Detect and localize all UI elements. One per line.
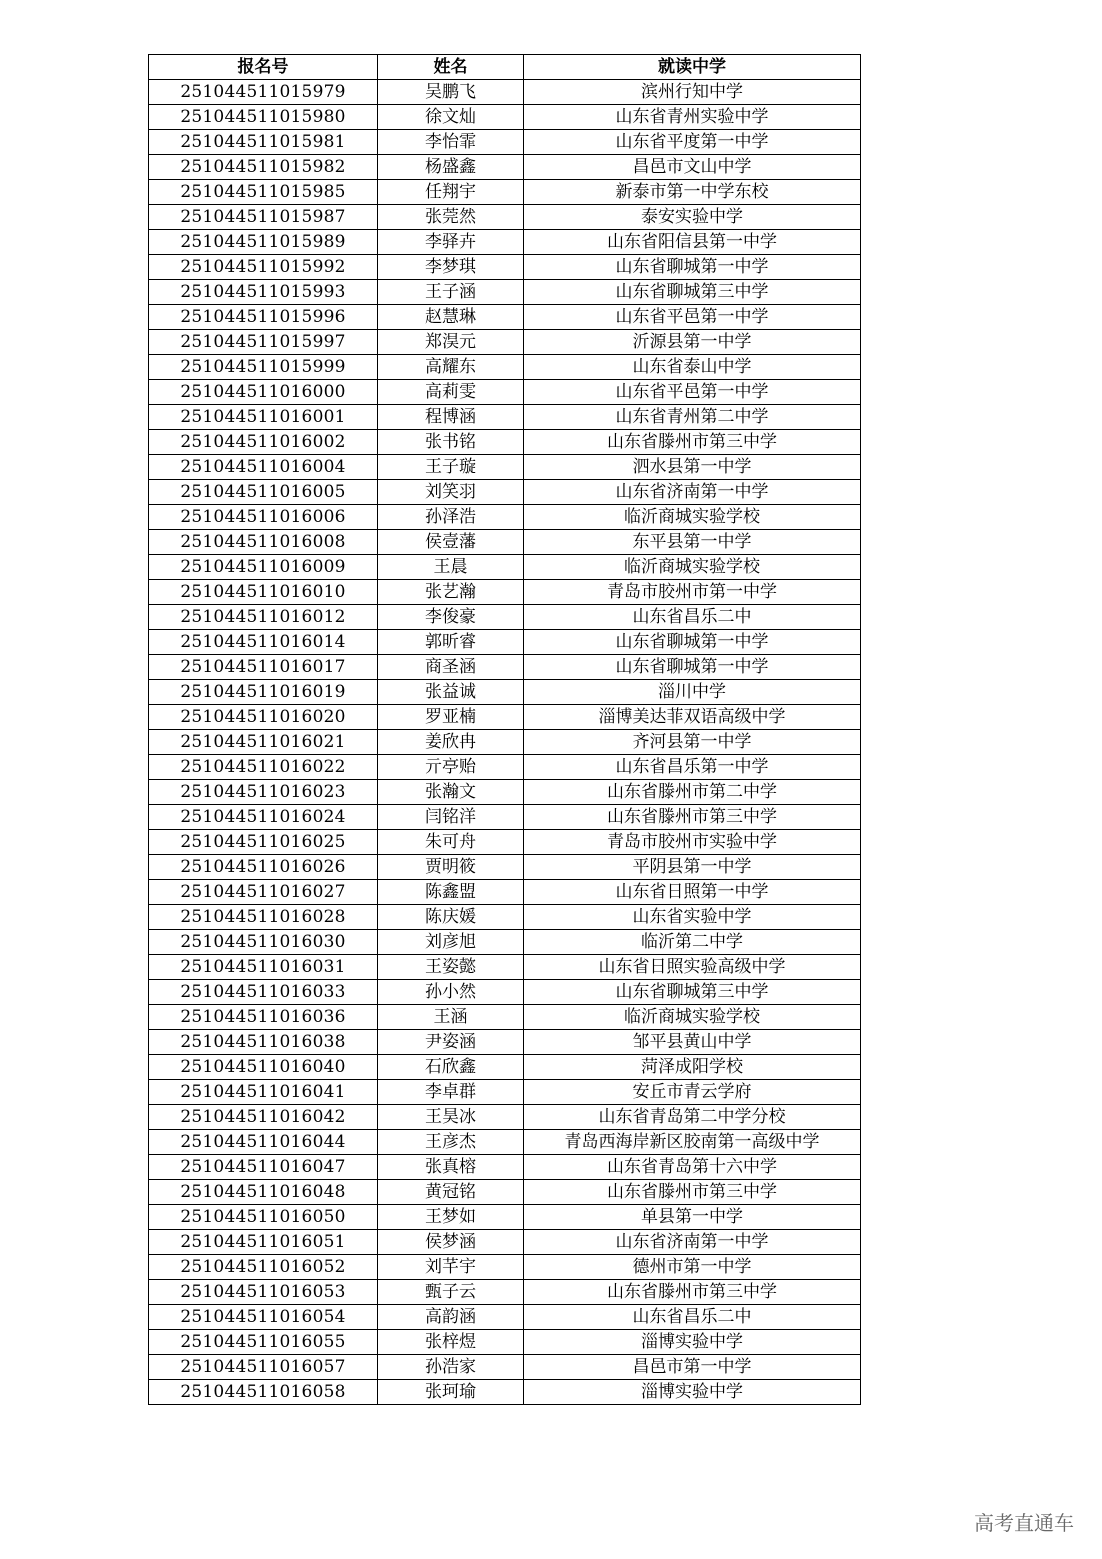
student-name-cell: 李梦琪 xyxy=(378,255,524,280)
table-row xyxy=(149,1280,861,1305)
table-row xyxy=(149,430,861,455)
student-name-cell: 孙泽浩 xyxy=(378,505,524,530)
student-name-cell: 李俊豪 xyxy=(378,605,524,630)
student-name-cell: 张艺瀚 xyxy=(378,580,524,605)
registration-number-cell: 251044511016005 xyxy=(149,480,378,505)
registration-number-cell: 251044511016004 xyxy=(149,455,378,480)
registration-number-cell: 251044511015980 xyxy=(149,105,378,130)
student-name-cell: 王子涵 xyxy=(378,280,524,305)
school-cell: 山东省青州实验中学 xyxy=(524,105,861,130)
student-name-cell: 杨盛鑫 xyxy=(378,155,524,180)
table-row xyxy=(149,480,861,505)
registration-number-cell: 251044511015982 xyxy=(149,155,378,180)
registration-number-cell: 251044511016042 xyxy=(149,1105,378,1130)
student-name-cell: 罗亚楠 xyxy=(378,705,524,730)
table-row xyxy=(149,280,861,305)
school-cell: 东平县第一中学 xyxy=(524,530,861,555)
registration-number-cell: 251044511016010 xyxy=(149,580,378,605)
student-name-cell: 王梦如 xyxy=(378,1205,524,1230)
registration-number-cell: 251044511016022 xyxy=(149,755,378,780)
registration-number-cell: 251044511016009 xyxy=(149,555,378,580)
student-name-cell: 黄冠铭 xyxy=(378,1180,524,1205)
table-row xyxy=(149,1030,861,1055)
school-cell: 山东省聊城第一中学 xyxy=(524,255,861,280)
student-name-cell: 王姿懿 xyxy=(378,955,524,980)
table-row xyxy=(149,955,861,980)
table-row xyxy=(149,555,861,580)
table-row xyxy=(149,80,861,105)
table-row xyxy=(149,1380,861,1405)
student-name-cell: 刘芊宇 xyxy=(378,1255,524,1280)
student-name-cell: 高耀东 xyxy=(378,355,524,380)
registration-number-cell: 251044511016055 xyxy=(149,1330,378,1355)
registration-number-cell: 251044511016031 xyxy=(149,955,378,980)
table-row xyxy=(149,580,861,605)
student-name-cell: 张益诚 xyxy=(378,680,524,705)
registration-number-cell: 251044511016017 xyxy=(149,655,378,680)
school-cell: 山东省阳信县第一中学 xyxy=(524,230,861,255)
table-row xyxy=(149,1255,861,1280)
school-cell: 山东省日照实验高级中学 xyxy=(524,955,861,980)
student-name-cell: 陈鑫盟 xyxy=(378,880,524,905)
registration-number-cell: 251044511015999 xyxy=(149,355,378,380)
school-cell: 临沂商城实验学校 xyxy=(524,1005,861,1030)
table-row xyxy=(149,1080,861,1105)
table-row xyxy=(149,330,861,355)
registration-number-cell: 251044511016051 xyxy=(149,1230,378,1255)
registration-number-cell: 251044511016052 xyxy=(149,1255,378,1280)
registration-number-cell: 251044511016033 xyxy=(149,980,378,1005)
student-name-cell: 王晨 xyxy=(378,555,524,580)
table-row xyxy=(149,1055,861,1080)
registration-number-cell: 251044511016041 xyxy=(149,1080,378,1105)
registration-number-cell: 251044511016012 xyxy=(149,605,378,630)
school-cell: 山东省平邑第一中学 xyxy=(524,305,861,330)
school-cell: 淄川中学 xyxy=(524,680,861,705)
school-cell: 山东省滕州市第二中学 xyxy=(524,780,861,805)
table-row xyxy=(149,1330,861,1355)
school-cell: 山东省滕州市第三中学 xyxy=(524,1180,861,1205)
school-cell: 山东省昌乐二中 xyxy=(524,605,861,630)
table-row xyxy=(149,730,861,755)
school-cell: 青岛市胶州市第一中学 xyxy=(524,580,861,605)
school-cell: 昌邑市文山中学 xyxy=(524,155,861,180)
student-name-cell: 张真榕 xyxy=(378,1155,524,1180)
table-row xyxy=(149,1205,861,1230)
registration-number-cell: 251044511015985 xyxy=(149,180,378,205)
table-row xyxy=(149,755,861,780)
school-cell: 菏泽成阳学校 xyxy=(524,1055,861,1080)
table-body xyxy=(149,80,861,1405)
student-name-cell: 赵慧琳 xyxy=(378,305,524,330)
registration-number-cell: 251044511016001 xyxy=(149,405,378,430)
student-name-cell: 李怡霏 xyxy=(378,130,524,155)
registration-number-cell: 251044511016057 xyxy=(149,1355,378,1380)
school-cell: 山东省平度第一中学 xyxy=(524,130,861,155)
school-cell: 新泰市第一中学东校 xyxy=(524,180,861,205)
student-name-cell: 王彦杰 xyxy=(378,1130,524,1155)
registration-number-cell: 251044511016038 xyxy=(149,1030,378,1055)
watermark-text: 高考直通车 xyxy=(974,1511,1074,1535)
table-row xyxy=(149,155,861,180)
table-row xyxy=(149,780,861,805)
table-row xyxy=(149,130,861,155)
table-row xyxy=(149,630,861,655)
school-cell: 山东省日照第一中学 xyxy=(524,880,861,905)
school-cell: 山东省泰山中学 xyxy=(524,355,861,380)
school-cell: 山东省昌乐二中 xyxy=(524,1305,861,1330)
table-row xyxy=(149,680,861,705)
school-cell: 临沂商城实验学校 xyxy=(524,505,861,530)
registration-number-cell: 251044511016027 xyxy=(149,880,378,905)
table-row xyxy=(149,1180,861,1205)
school-cell: 山东省聊城第一中学 xyxy=(524,630,861,655)
registration-number-cell: 251044511015993 xyxy=(149,280,378,305)
registration-number-cell: 251044511016002 xyxy=(149,430,378,455)
table-row xyxy=(149,880,861,905)
student-name-cell: 孙浩家 xyxy=(378,1355,524,1380)
table-row xyxy=(149,805,861,830)
student-name-cell: 尹姿涵 xyxy=(378,1030,524,1055)
table-row xyxy=(149,1305,861,1330)
header-row xyxy=(149,55,861,80)
table-row xyxy=(149,1155,861,1180)
student-name-cell: 高韵涵 xyxy=(378,1305,524,1330)
registration-number-cell: 251044511016020 xyxy=(149,705,378,730)
student-name-cell: 闫铭洋 xyxy=(378,805,524,830)
student-name-cell: 郑淏元 xyxy=(378,330,524,355)
student-name-cell: 李卓群 xyxy=(378,1080,524,1105)
table-row xyxy=(149,205,861,230)
registration-number-cell: 251044511016000 xyxy=(149,380,378,405)
table-row xyxy=(149,505,861,530)
registration-number-cell: 251044511016024 xyxy=(149,805,378,830)
school-cell: 滨州行知中学 xyxy=(524,80,861,105)
registration-number-cell: 251044511016030 xyxy=(149,930,378,955)
registration-number-cell: 251044511016023 xyxy=(149,780,378,805)
table-row xyxy=(149,180,861,205)
student-name-cell: 甄子云 xyxy=(378,1280,524,1305)
registration-number-cell: 251044511016058 xyxy=(149,1380,378,1405)
student-name-cell: 王涵 xyxy=(378,1005,524,1030)
registration-number-cell: 251044511016021 xyxy=(149,730,378,755)
school-cell: 沂源县第一中学 xyxy=(524,330,861,355)
registration-number-cell: 251044511016014 xyxy=(149,630,378,655)
table-row xyxy=(149,830,861,855)
student-name-cell: 刘笑羽 xyxy=(378,480,524,505)
table-row xyxy=(149,455,861,480)
registration-number-cell: 251044511016047 xyxy=(149,1155,378,1180)
school-cell: 山东省实验中学 xyxy=(524,905,861,930)
table-row xyxy=(149,605,861,630)
student-name-cell: 高莉雯 xyxy=(378,380,524,405)
school-cell: 齐河县第一中学 xyxy=(524,730,861,755)
student-name-cell: 石欣鑫 xyxy=(378,1055,524,1080)
registration-number-cell: 251044511015996 xyxy=(149,305,378,330)
school-cell: 山东省青岛第十六中学 xyxy=(524,1155,861,1180)
registration-number-cell: 251044511015979 xyxy=(149,80,378,105)
student-name-cell: 张梓煜 xyxy=(378,1330,524,1355)
student-name-cell: 李驿卉 xyxy=(378,230,524,255)
school-cell: 德州市第一中学 xyxy=(524,1255,861,1280)
table-row xyxy=(149,405,861,430)
student-name-cell: 张瀚文 xyxy=(378,780,524,805)
school-cell: 山东省聊城第一中学 xyxy=(524,655,861,680)
table-row xyxy=(149,105,861,130)
school-cell: 临沂第二中学 xyxy=(524,930,861,955)
registration-number-cell: 251044511015987 xyxy=(149,205,378,230)
table-header xyxy=(149,55,861,80)
student-name-cell: 张珂瑜 xyxy=(378,1380,524,1405)
school-cell: 山东省青州第二中学 xyxy=(524,405,861,430)
table-row xyxy=(149,655,861,680)
header-school: 就读中学 xyxy=(524,55,861,80)
registration-number-cell: 251044511016028 xyxy=(149,905,378,930)
school-cell: 临沂商城实验学校 xyxy=(524,555,861,580)
school-cell: 单县第一中学 xyxy=(524,1205,861,1230)
school-cell: 安丘市青云学府 xyxy=(524,1080,861,1105)
student-name-cell: 亓亭贻 xyxy=(378,755,524,780)
table-row xyxy=(149,855,861,880)
registration-number-cell: 251044511016044 xyxy=(149,1130,378,1155)
table-row xyxy=(149,355,861,380)
registration-number-cell: 251044511016006 xyxy=(149,505,378,530)
student-roster-table xyxy=(148,54,861,1405)
table-row xyxy=(149,230,861,255)
school-cell: 淄博实验中学 xyxy=(524,1380,861,1405)
student-name-cell: 刘彦旭 xyxy=(378,930,524,955)
school-cell: 山东省聊城第三中学 xyxy=(524,280,861,305)
school-cell: 淄博美达菲双语高级中学 xyxy=(524,705,861,730)
header-name: 姓名 xyxy=(378,55,524,80)
student-name-cell: 郭昕睿 xyxy=(378,630,524,655)
school-cell: 平阴县第一中学 xyxy=(524,855,861,880)
school-cell: 山东省滕州市第三中学 xyxy=(524,430,861,455)
school-cell: 山东省聊城第三中学 xyxy=(524,980,861,1005)
school-cell: 青岛西海岸新区胶南第一高级中学 xyxy=(524,1130,861,1155)
student-name-cell: 吴鹏飞 xyxy=(378,80,524,105)
registration-number-cell: 251044511015997 xyxy=(149,330,378,355)
table-row xyxy=(149,1230,861,1255)
registration-number-cell: 251044511016019 xyxy=(149,680,378,705)
student-name-cell: 朱可舟 xyxy=(378,830,524,855)
table-row xyxy=(149,705,861,730)
student-name-cell: 孙小然 xyxy=(378,980,524,1005)
school-cell: 山东省济南第一中学 xyxy=(524,480,861,505)
school-cell: 山东省滕州市第三中学 xyxy=(524,1280,861,1305)
school-cell: 山东省滕州市第三中学 xyxy=(524,805,861,830)
student-name-cell: 任翔宇 xyxy=(378,180,524,205)
student-name-cell: 张莞然 xyxy=(378,205,524,230)
student-name-cell: 徐文灿 xyxy=(378,105,524,130)
registration-number-cell: 251044511015989 xyxy=(149,230,378,255)
table-row xyxy=(149,1005,861,1030)
registration-number-cell: 251044511015992 xyxy=(149,255,378,280)
registration-number-cell: 251044511016048 xyxy=(149,1180,378,1205)
student-name-cell: 侯梦涵 xyxy=(378,1230,524,1255)
student-name-cell: 姜欣冉 xyxy=(378,730,524,755)
registration-number-cell: 251044511016053 xyxy=(149,1280,378,1305)
registration-number-cell: 251044511016008 xyxy=(149,530,378,555)
school-cell: 山东省平邑第一中学 xyxy=(524,380,861,405)
registration-number-cell: 251044511016036 xyxy=(149,1005,378,1030)
table-row xyxy=(149,1105,861,1130)
student-name-cell: 商圣涵 xyxy=(378,655,524,680)
student-name-cell: 侯壹藩 xyxy=(378,530,524,555)
registration-number-cell: 251044511016040 xyxy=(149,1055,378,1080)
school-cell: 淄博实验中学 xyxy=(524,1330,861,1355)
student-name-cell: 王昊冰 xyxy=(378,1105,524,1130)
school-cell: 山东省昌乐第一中学 xyxy=(524,755,861,780)
school-cell: 山东省青岛第二中学分校 xyxy=(524,1105,861,1130)
registration-number-cell: 251044511016050 xyxy=(149,1205,378,1230)
table-row xyxy=(149,1130,861,1155)
registration-number-cell: 251044511015981 xyxy=(149,130,378,155)
table-row xyxy=(149,255,861,280)
registration-number-cell: 251044511016025 xyxy=(149,830,378,855)
table-row xyxy=(149,530,861,555)
table-row xyxy=(149,1355,861,1380)
student-name-cell: 张书铭 xyxy=(378,430,524,455)
registration-number-cell: 251044511016026 xyxy=(149,855,378,880)
table-row xyxy=(149,930,861,955)
table-row xyxy=(149,905,861,930)
registration-number-cell: 251044511016054 xyxy=(149,1305,378,1330)
student-name-cell: 陈庆媛 xyxy=(378,905,524,930)
school-cell: 邹平县黄山中学 xyxy=(524,1030,861,1055)
table-row xyxy=(149,305,861,330)
student-name-cell: 王子璇 xyxy=(378,455,524,480)
table-row xyxy=(149,980,861,1005)
school-cell: 青岛市胶州市实验中学 xyxy=(524,830,861,855)
student-name-cell: 程博涵 xyxy=(378,405,524,430)
school-cell: 昌邑市第一中学 xyxy=(524,1355,861,1380)
school-cell: 山东省济南第一中学 xyxy=(524,1230,861,1255)
table-row xyxy=(149,380,861,405)
student-name-cell: 贾明筱 xyxy=(378,855,524,880)
header-registration-number: 报名号 xyxy=(149,55,378,80)
school-cell: 泰安实验中学 xyxy=(524,205,861,230)
school-cell: 泗水县第一中学 xyxy=(524,455,861,480)
